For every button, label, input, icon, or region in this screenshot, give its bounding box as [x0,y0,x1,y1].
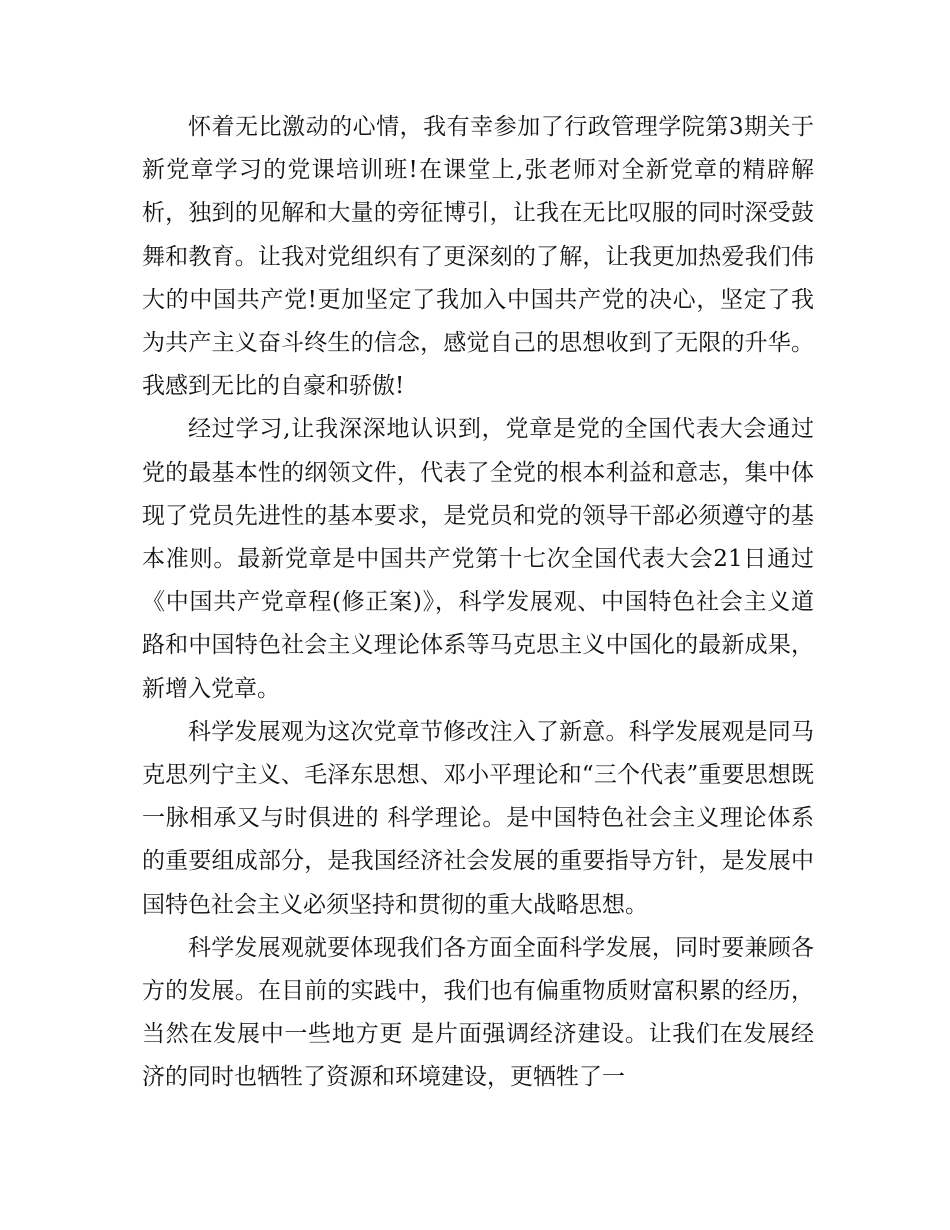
paragraph-1: 怀着无比激动的心情，我有幸参加了行政管理学院第3期关于新党章学习的党课培训班!在课堂上,张老师对全新党章的精辟解析，独到的见解和大量的旁征博引，让我在无比叹服的同时深受鼓舞和教育。让我对党组织有了更深刻的了解，让我更加热爱我们伟大的中国共产党!更加坚定了我加入中国共产党的决心，坚定了我为共产主义奋斗终生的信念，感觉自己的思想收到了无限的升华。我感到无比的自豪和骄傲! [142,114,814,400]
paragraph-2: 经过学习,让我深深地认识到，党章是党的全国代表大会通过党的最基本性的纲领文件，代表了全党的根本利益和意志，集中体现了党员先进性的基本要求，是党员和党的领导干部必须遵守的基本准则。最新党章是中国共产党第十七次全国代表大会21日通过《中国共产党章程(修正案)》，科学发展观、中国特色社会主义道路和中国特色社会主义理论体系等马克思主义中国化的最新成果，新增入党章。 [142,416,814,702]
document-body [142,106,814,1100]
paragraph-4: 科学发展观就要体现我们各方面全面科学发展，同时要兼顾各方的发展。在目前的实践中，我们也有偏重物质财富积累的经历，当然在发展中一些地方更 是片面强调经济建设。让我们在发展经济的同时也牺牲了资源和环境建设，更牺牲了一 [142,934,814,1091]
paragraph-3: 科学发展观为这次党章节修改注入了新意。科学发展观是同马克思列宁主义、毛泽东思想、邓小平理论和“三个代表”重要思想既一脉相承又与时俱进的 科学理论。是中国特色社会主义理论体系的重要组成部分，是我国经济社会发展的重要指导方针，是发展中国特色社会主义必须坚持和贯彻的重大战略思想。 [142,718,814,918]
